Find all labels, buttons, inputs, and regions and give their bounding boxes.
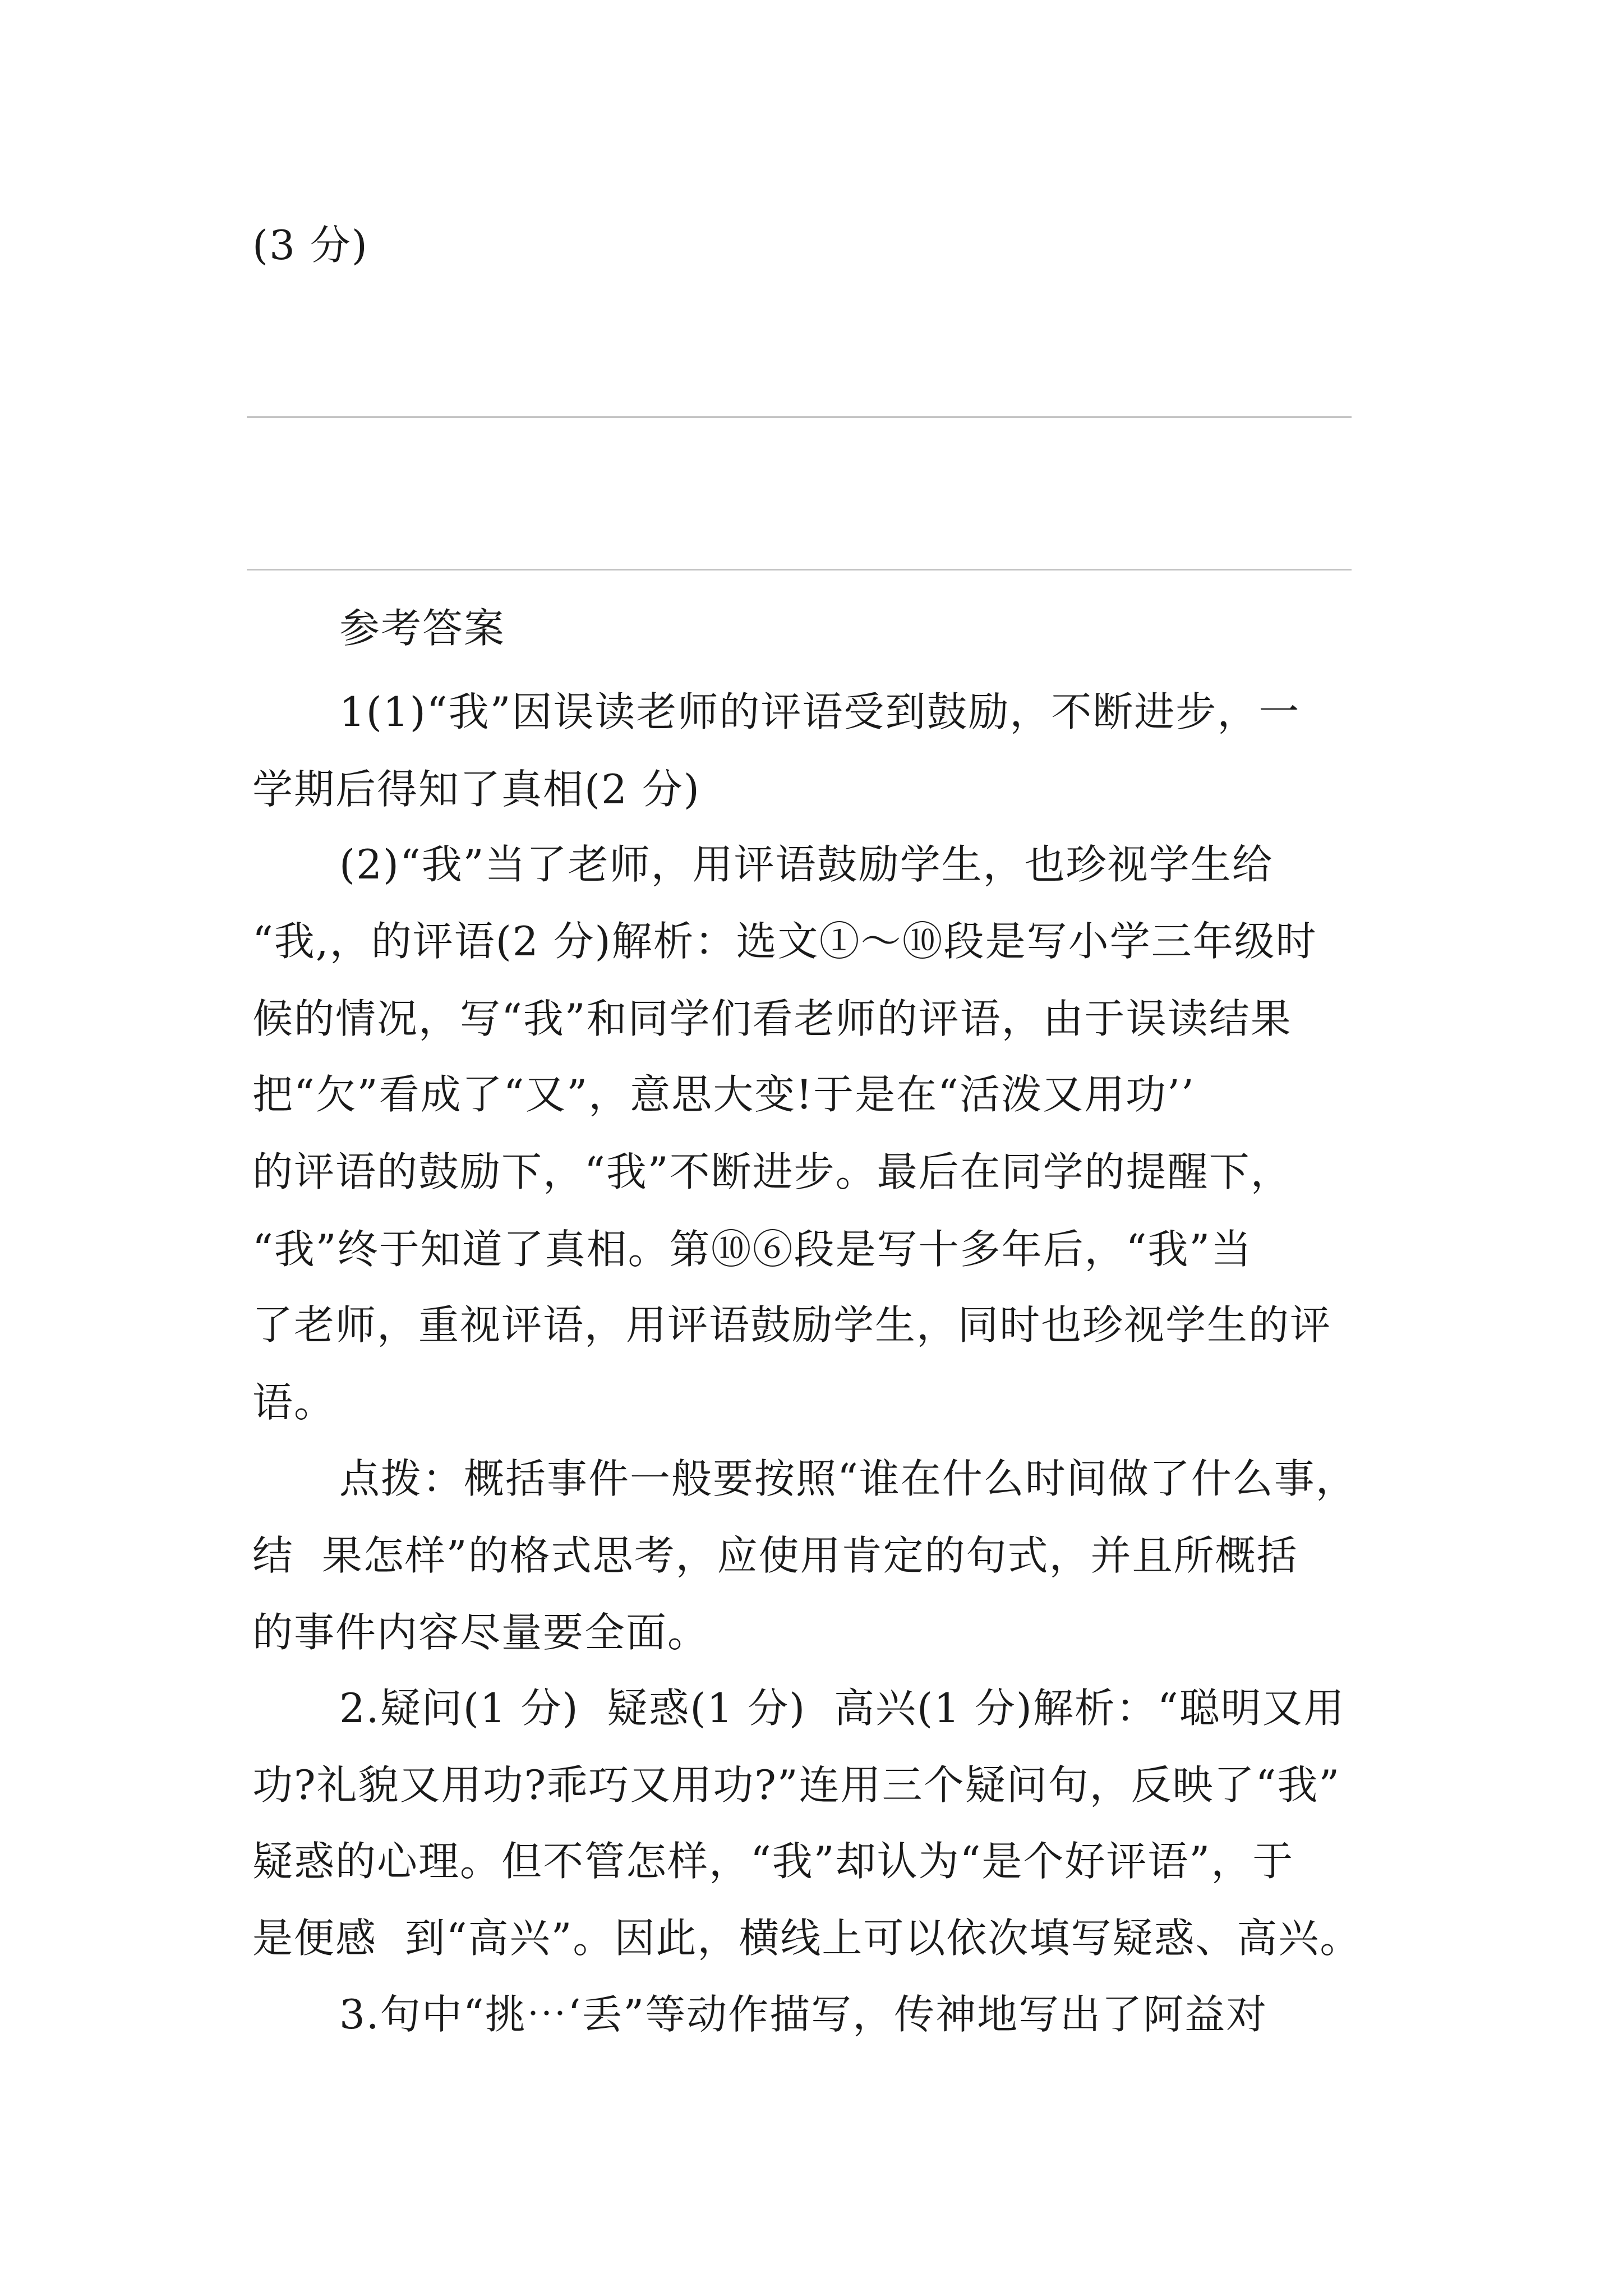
answer-line: 了老师，重视评语，用评语鼓励学生，同时也珍视学生的评 [252, 1301, 1332, 1349]
answer-line: 是便感 到“高兴”。因此，横线上可以依次填写疑惑、高兴。 [252, 1915, 1362, 1962]
score-note: (3 分) [252, 222, 368, 269]
answer-blank-line-2 [247, 569, 1352, 570]
answer-line: “我”终于知道了真相。第⑩⑥段是写十多年后，“我”当 [252, 1226, 1253, 1273]
answer-line: (2)“我”当了老师，用评语鼓励学生，也珍视学生给 [339, 841, 1274, 888]
answer-line: 点拨：概括事件一般要按照“谁在什么时间做了什么事， [339, 1455, 1357, 1502]
answer-line: “我,，的评语(2 分)解析：选文①～⑩段是写小学三年级时 [252, 918, 1317, 965]
answer-line: 把“欠”看成了“又”，意思大变!于是在“活泼又用功’’ [252, 1071, 1195, 1118]
answer-line: 的评语的鼓励下，“我”不断进步。最后在同学的提醒下， [252, 1148, 1292, 1195]
answer-line: 功?礼貌又用功?乖巧又用功?”连用三个疑问句，反映了“我” [252, 1761, 1341, 1809]
answer-line: 2.疑问(1 分) 疑惑(1 分) 高兴(1 分)解析：“聪明又用 [339, 1685, 1345, 1732]
answer-line: 语。 [252, 1379, 336, 1426]
answer-line: 的事件内容尽量要全面。 [252, 1609, 709, 1656]
answer-line: 学期后得知了真相(2 分) [252, 766, 700, 813]
answer-line: 结 果怎样”的格式思考，应使用肯定的句式，并且所概括 [252, 1532, 1298, 1579]
answer-line: 3.句中“挑⋯‘丢”等动作描写，传神地写出了阿益对 [339, 1991, 1268, 2038]
answer-blank-line-1 [247, 416, 1352, 418]
answer-line: 1(1)“我”因误读老师的评语受到鼓励，不断进步，一 [339, 688, 1301, 735]
section-heading: 参考答案 [339, 605, 506, 652]
answer-line: 疑惑的心理。但不管怎样，“我”却认为“是个好评语”，于 [252, 1838, 1294, 1885]
answer-line: 候的情况，写“我”和同学们看老师的评语，由于误读结果 [252, 995, 1292, 1042]
